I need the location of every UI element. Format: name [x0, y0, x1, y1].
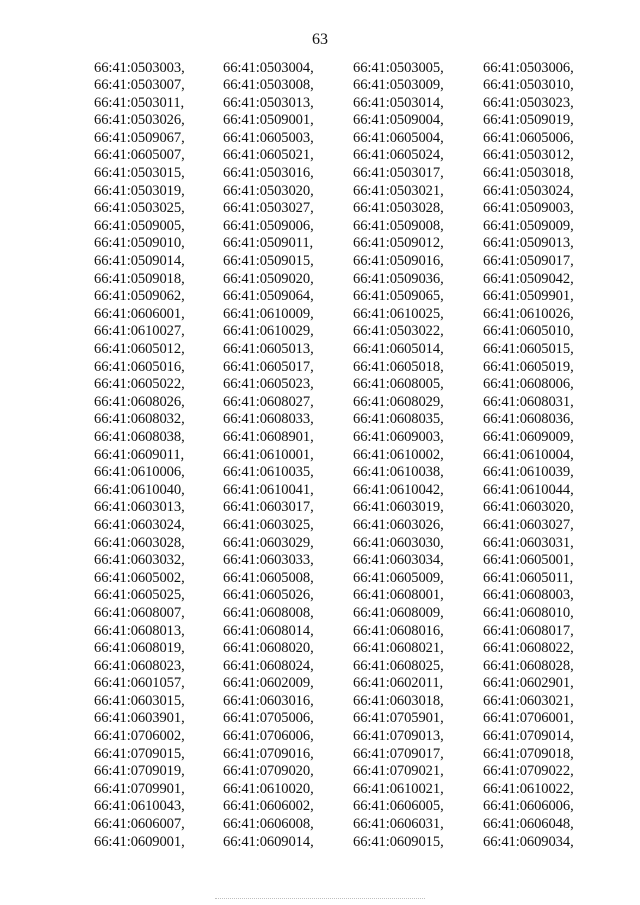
cadastral-number: 66:41:0503008,: [223, 77, 314, 94]
cadastral-number: 66:41:0503011,: [94, 94, 185, 111]
list-row: [0, 60, 640, 78]
cadastral-number: 66:41:0509011,: [223, 235, 314, 252]
cadastral-number: 66:41:0603015,: [94, 692, 185, 709]
cadastral-number: 66:41:0608017,: [483, 622, 574, 639]
cadastral-number: 66:41:0503028,: [353, 200, 444, 217]
cadastral-number: 66:41:0609003,: [353, 428, 444, 445]
cadastral-number: 66:41:0610035,: [223, 464, 314, 481]
cadastral-number: 66:41:0605013,: [223, 341, 314, 357]
cadastral-number: 66:41:0503020,: [223, 182, 314, 199]
cadastral-number: 66:41:0503024,: [483, 182, 574, 199]
cadastral-number: 66:41:0608014,: [223, 622, 314, 639]
list-row: [0, 447, 640, 465]
cadastral-number: 66:41:0608033,: [223, 411, 314, 428]
list-row: [0, 710, 640, 728]
cadastral-number: 66:41:0608027,: [223, 393, 314, 410]
cadastral-number: 66:41:0608016,: [353, 622, 444, 639]
cadastral-number: 66:41:0608029,: [353, 393, 444, 410]
cadastral-number: 66:41:0603028,: [94, 534, 185, 551]
cadastral-number: 66:41:0606001,: [94, 305, 185, 322]
cadastral-number: 66:41:0509012,: [353, 235, 444, 252]
cadastral-number: 66:41:0509020,: [223, 270, 314, 287]
cadastral-number: 66:41:0605004,: [353, 129, 444, 146]
cadastral-number: 66:41:0606006,: [483, 798, 574, 815]
cadastral-number: 66:41:0509065,: [353, 288, 444, 305]
cadastral-number: 66:41:0706002,: [94, 728, 185, 745]
list-row: [0, 394, 640, 412]
cadastral-number: 66:41:0605019,: [483, 358, 574, 375]
cadastral-number: 66:41:0709015,: [94, 745, 185, 762]
cadastral-number: 66:41:0603034,: [353, 552, 444, 569]
cadastral-number: 66:41:0606005,: [353, 798, 444, 815]
cadastral-number: 66:41:0606002,: [223, 798, 314, 815]
cadastral-number: 66:41:0603013,: [94, 499, 185, 516]
cadastral-number: 66:41:0603016,: [223, 692, 314, 709]
cadastral-number: 66:41:0606007,: [94, 816, 185, 833]
cadastral-number: 66:41:0609034,: [483, 833, 574, 850]
list-row: [0, 200, 640, 218]
cadastral-number: 66:41:0605025,: [94, 587, 185, 604]
cadastral-number: 66:41:0503010,: [483, 77, 574, 94]
cadastral-number: 66:41:0603027,: [483, 516, 574, 533]
cadastral-number: 66:41:0709013,: [353, 728, 444, 745]
cadastral-number: 66:41:0605023,: [223, 376, 314, 393]
cadastral-number: 66:41:0605024,: [353, 147, 444, 164]
page-number: 63: [312, 31, 328, 48]
list-row: [0, 517, 640, 535]
cadastral-number: 66:41:0610021,: [353, 780, 444, 797]
cadastral-number: 66:41:0605001,: [483, 552, 574, 569]
cadastral-number: 66:41:0602901,: [483, 675, 574, 692]
list-row: [0, 77, 640, 95]
cadastral-number: 66:41:0709018,: [483, 745, 574, 762]
cadastral-number: 66:41:0602009,: [223, 675, 314, 692]
cadastral-number: 66:41:0608005,: [353, 376, 444, 393]
cadastral-number: 66:41:0603033,: [223, 552, 314, 569]
list-row: [0, 218, 640, 236]
cadastral-number: 66:41:0608031,: [483, 393, 574, 410]
cadastral-number: 66:41:0509009,: [483, 217, 574, 234]
cadastral-number: 66:41:0709016,: [223, 745, 314, 762]
list-row: [0, 235, 640, 253]
cadastral-number: 66:41:0608008,: [223, 604, 314, 621]
cadastral-number: 66:41:0705006,: [223, 710, 314, 727]
cadastral-number: 66:41:0509062,: [94, 288, 185, 305]
cadastral-number: 66:41:0608001,: [353, 587, 444, 604]
list-row: [0, 623, 640, 641]
cadastral-number: 66:41:0709022,: [483, 763, 574, 780]
cadastral-number: 66:41:0605011,: [483, 569, 574, 586]
cadastral-number: 66:41:0609009,: [483, 428, 574, 445]
cadastral-number: 66:41:0605021,: [223, 147, 314, 164]
cadastral-number: 66:41:0605015,: [483, 341, 574, 357]
cadastral-number: 66:41:0609011,: [94, 446, 185, 463]
bottom-scan-rule: [215, 898, 425, 900]
cadastral-number: 66:41:0503022,: [353, 323, 444, 340]
list-row: [0, 183, 640, 201]
cadastral-number: 66:41:0503025,: [94, 200, 185, 217]
cadastral-number: 66:41:0509001,: [223, 112, 314, 129]
cadastral-number: 66:41:0503004,: [223, 59, 314, 76]
cadastral-number: 66:41:0603020,: [483, 499, 574, 516]
list-row: [0, 605, 640, 623]
list-row: [0, 341, 640, 359]
cadastral-number: 66:41:0503012,: [483, 147, 574, 164]
list-row: [0, 499, 640, 517]
cadastral-number: 66:41:0610044,: [483, 481, 574, 498]
cadastral-number: 66:41:0605012,: [94, 341, 185, 357]
cadastral-number: 66:41:0605014,: [353, 341, 444, 357]
list-row: [0, 552, 640, 570]
cadastral-number: 66:41:0509003,: [483, 200, 574, 217]
cadastral-number: 66:41:0603031,: [483, 534, 574, 551]
cadastral-number-list: [0, 60, 640, 852]
list-row: [0, 271, 640, 289]
cadastral-number: 66:41:0605017,: [223, 358, 314, 375]
cadastral-number: 66:41:0602011,: [353, 675, 444, 692]
cadastral-number: 66:41:0705901,: [353, 710, 444, 727]
cadastral-number: 66:41:0503027,: [223, 200, 314, 217]
list-row: [0, 165, 640, 183]
list-row: [0, 147, 640, 165]
cadastral-number: 66:41:0609015,: [353, 833, 444, 850]
cadastral-number: 66:41:0610025,: [353, 305, 444, 322]
cadastral-number: 66:41:0503007,: [94, 77, 185, 94]
list-row: [0, 376, 640, 394]
cadastral-number: 66:41:0605018,: [353, 358, 444, 375]
cadastral-number: 66:41:0610001,: [223, 446, 314, 463]
cadastral-number: 66:41:0503023,: [483, 94, 574, 111]
cadastral-number: 66:41:0503006,: [483, 59, 574, 76]
cadastral-number: 66:41:0603901,: [94, 710, 185, 727]
cadastral-number: 66:41:0503014,: [353, 94, 444, 111]
cadastral-number: 66:41:0608035,: [353, 411, 444, 428]
cadastral-number: 66:41:0610029,: [223, 323, 314, 340]
cadastral-number: 66:41:0608020,: [223, 640, 314, 657]
list-row: [0, 411, 640, 429]
cadastral-number: 66:41:0608006,: [483, 376, 574, 393]
cadastral-number: 66:41:0609014,: [223, 833, 314, 850]
cadastral-number: 66:41:0608003,: [483, 587, 574, 604]
cadastral-number: 66:41:0603029,: [223, 534, 314, 551]
list-row: [0, 95, 640, 113]
list-row: [0, 658, 640, 676]
list-row: [0, 587, 640, 605]
list-row: [0, 130, 640, 148]
cadastral-number: 66:41:0608013,: [94, 622, 185, 639]
cadastral-number: 66:41:0605002,: [94, 569, 185, 586]
cadastral-number: 66:41:0608019,: [94, 640, 185, 657]
cadastral-number: 66:41:0606031,: [353, 816, 444, 833]
list-row: [0, 535, 640, 553]
cadastral-number: 66:41:0503018,: [483, 165, 574, 182]
cadastral-number: 66:41:0605003,: [223, 129, 314, 146]
list-row: [0, 464, 640, 482]
cadastral-number: 66:41:0503003,: [94, 59, 185, 76]
cadastral-number: 66:41:0503016,: [223, 165, 314, 182]
cadastral-number: 66:41:0608025,: [353, 657, 444, 674]
list-row: [0, 112, 640, 130]
cadastral-number: 66:41:0509042,: [483, 270, 574, 287]
cadastral-number: 66:41:0509014,: [94, 253, 185, 270]
cadastral-number: 66:41:0706006,: [223, 728, 314, 745]
cadastral-number: 66:41:0610043,: [94, 798, 185, 815]
cadastral-number: 66:41:0603017,: [223, 499, 314, 516]
cadastral-number: 66:41:0610020,: [223, 780, 314, 797]
cadastral-number: 66:41:0609001,: [94, 833, 185, 850]
cadastral-number: 66:41:0603030,: [353, 534, 444, 551]
cadastral-number: 66:41:0509010,: [94, 235, 185, 252]
list-row: [0, 640, 640, 658]
cadastral-number: 66:41:0608009,: [353, 604, 444, 621]
cadastral-number: 66:41:0608010,: [483, 604, 574, 621]
cadastral-number: 66:41:0509015,: [223, 253, 314, 270]
cadastral-number: 66:41:0606048,: [483, 816, 574, 833]
cadastral-number: 66:41:0605008,: [223, 569, 314, 586]
cadastral-number: 66:41:0709021,: [353, 763, 444, 780]
cadastral-number: 66:41:0509006,: [223, 217, 314, 234]
cadastral-number: 66:41:0706001,: [483, 710, 574, 727]
cadastral-number: 66:41:0608032,: [94, 411, 185, 428]
cadastral-number: 66:41:0503017,: [353, 165, 444, 182]
cadastral-number: 66:41:0608023,: [94, 657, 185, 674]
cadastral-number: 66:41:0503009,: [353, 77, 444, 94]
cadastral-number: 66:41:0610004,: [483, 446, 574, 463]
cadastral-number: 66:41:0509013,: [483, 235, 574, 252]
cadastral-number: 66:41:0605007,: [94, 147, 185, 164]
cadastral-number: 66:41:0610006,: [94, 464, 185, 481]
cadastral-number: 66:41:0601057,: [94, 675, 185, 692]
cadastral-number: 66:41:0605006,: [483, 129, 574, 146]
list-row: [0, 675, 640, 693]
cadastral-number: 66:41:0610026,: [483, 305, 574, 322]
list-row: [0, 570, 640, 588]
cadastral-number: 66:41:0610038,: [353, 464, 444, 481]
list-row: [0, 763, 640, 781]
cadastral-number: 66:41:0503013,: [223, 94, 314, 111]
list-row: [0, 482, 640, 500]
cadastral-number: 66:41:0610022,: [483, 780, 574, 797]
list-row: [0, 728, 640, 746]
cadastral-number: 66:41:0610041,: [223, 481, 314, 498]
cadastral-number: 66:41:0709014,: [483, 728, 574, 745]
cadastral-number: 66:41:0610039,: [483, 464, 574, 481]
cadastral-number: 66:41:0509005,: [94, 217, 185, 234]
list-row: [0, 288, 640, 306]
cadastral-number: 66:41:0608021,: [353, 640, 444, 657]
list-row: [0, 253, 640, 271]
list-row: [0, 359, 640, 377]
cadastral-number: 66:41:0509016,: [353, 253, 444, 270]
list-row: [0, 429, 640, 447]
cadastral-number: 66:41:0605026,: [223, 587, 314, 604]
cadastral-number: 66:41:0603021,: [483, 692, 574, 709]
cadastral-number: 66:41:0608028,: [483, 657, 574, 674]
cadastral-number: 66:41:0608901,: [223, 428, 314, 445]
cadastral-number: 66:41:0608007,: [94, 604, 185, 621]
cadastral-number: 66:41:0603024,: [94, 516, 185, 533]
cadastral-number: 66:41:0503005,: [353, 59, 444, 76]
cadastral-number: 66:41:0603019,: [353, 499, 444, 516]
cadastral-number: 66:41:0709020,: [223, 763, 314, 780]
cadastral-number: 66:41:0709019,: [94, 763, 185, 780]
cadastral-number: 66:41:0610002,: [353, 446, 444, 463]
list-row: [0, 834, 640, 852]
cadastral-number: 66:41:0509901,: [483, 288, 574, 305]
cadastral-number: 66:41:0509019,: [483, 112, 574, 129]
cadastral-number: 66:41:0603032,: [94, 552, 185, 569]
list-row: [0, 693, 640, 711]
cadastral-number: 66:41:0509017,: [483, 253, 574, 270]
cadastral-number: 66:41:0605009,: [353, 569, 444, 586]
cadastral-number: 66:41:0610009,: [223, 305, 314, 322]
cadastral-number: 66:41:0503026,: [94, 112, 185, 129]
cadastral-number: 66:41:0610042,: [353, 481, 444, 498]
cadastral-number: 66:41:0608024,: [223, 657, 314, 674]
cadastral-number: 66:41:0503019,: [94, 182, 185, 199]
cadastral-number: 66:41:0603018,: [353, 692, 444, 709]
list-row: [0, 816, 640, 834]
cadastral-number: 66:41:0509008,: [353, 217, 444, 234]
list-row: [0, 323, 640, 341]
cadastral-number: 66:41:0509064,: [223, 288, 314, 305]
list-row: [0, 798, 640, 816]
list-row: [0, 746, 640, 764]
cadastral-number: 66:41:0709901,: [94, 780, 185, 797]
cadastral-number: 66:41:0509067,: [94, 129, 185, 146]
cadastral-number: 66:41:0603025,: [223, 516, 314, 533]
cadastral-number: 66:41:0608026,: [94, 393, 185, 410]
cadastral-number: 66:41:0605016,: [94, 358, 185, 375]
cadastral-number: 66:41:0503015,: [94, 165, 185, 182]
cadastral-number: 66:41:0610040,: [94, 481, 185, 498]
cadastral-number: 66:41:0709017,: [353, 745, 444, 762]
cadastral-number: 66:41:0610027,: [94, 323, 185, 340]
cadastral-number: 66:41:0605010,: [483, 323, 574, 340]
cadastral-number: 66:41:0509018,: [94, 270, 185, 287]
cadastral-number: 66:41:0605022,: [94, 376, 185, 393]
cadastral-number: 66:41:0608038,: [94, 428, 185, 445]
list-row: [0, 306, 640, 324]
cadastral-number: 66:41:0503021,: [353, 182, 444, 199]
cadastral-number: 66:41:0606008,: [223, 816, 314, 833]
cadastral-number: 66:41:0608036,: [483, 411, 574, 428]
cadastral-number: 66:41:0603026,: [353, 516, 444, 533]
cadastral-number: 66:41:0608022,: [483, 640, 574, 657]
cadastral-number: 66:41:0509036,: [353, 270, 444, 287]
list-row: [0, 781, 640, 799]
cadastral-number: 66:41:0509004,: [353, 112, 444, 129]
